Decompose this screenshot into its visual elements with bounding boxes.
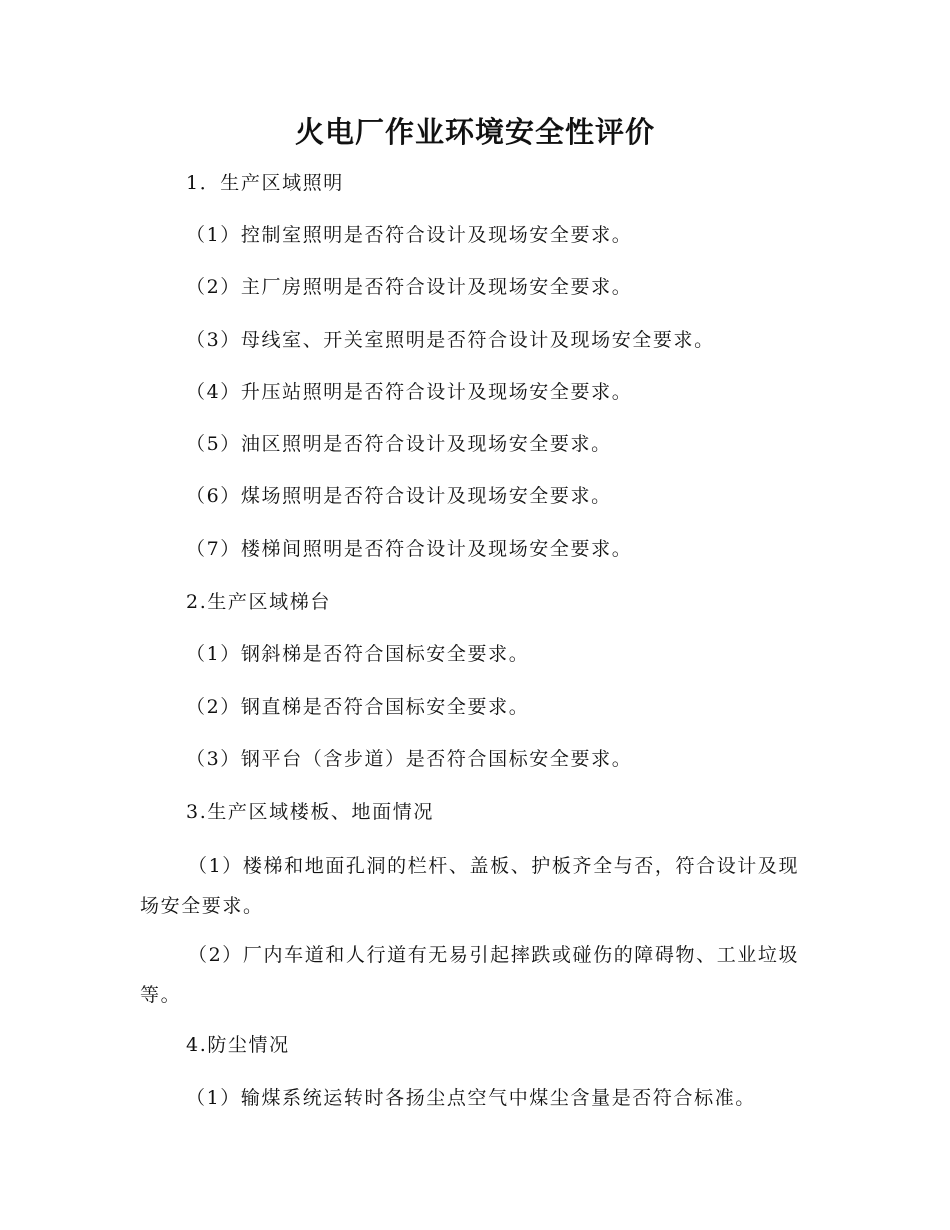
- list-item: （1）钢斜梯是否符合国标安全要求。: [186, 643, 530, 665]
- section-heading-4: 4.防尘情况: [186, 1034, 290, 1056]
- list-item: （6）煤场照明是否符合设计及现场安全要求。: [186, 485, 612, 507]
- paragraph-item: （1）楼梯和地面孔洞的栏杆、盖板、护板齐全与否，符合设计及现场安全要求。: [140, 855, 800, 917]
- list-item: （5）油区照明是否符合设计及现场安全要求。: [186, 433, 612, 455]
- list-item: （1）输煤系统运转时各扬尘点空气中煤尘含量是否符合标准。: [186, 1087, 756, 1109]
- list-item: （4）升压站照明是否符合设计及现场安全要求。: [186, 381, 633, 403]
- section-heading-1: 1．生产区域照明: [186, 172, 344, 194]
- list-item: （2）钢直梯是否符合国标安全要求。: [186, 696, 530, 718]
- section-heading-3: 3.生产区域楼板、地面情况: [186, 801, 434, 823]
- list-item: （3）母线室、开关室照明是否符合设计及现场安全要求。: [186, 329, 715, 351]
- list-item: （2）主厂房照明是否符合设计及现场安全要求。: [186, 276, 633, 298]
- list-item: （7）楼梯间照明是否符合设计及现场安全要求。: [186, 538, 633, 560]
- list-item: （1）控制室照明是否符合设计及现场安全要求。: [186, 224, 633, 246]
- list-item: （3）钢平台（含步道）是否符合国标安全要求。: [186, 748, 633, 770]
- section-heading-2: 2.生产区域梯台: [186, 591, 331, 613]
- paragraph-item: （2）厂内车道和人行道有无易引起摔跌或碰伤的障碍物、工业垃圾等。: [140, 944, 800, 1006]
- document-title: 火电厂作业环境安全性评价: [294, 115, 655, 149]
